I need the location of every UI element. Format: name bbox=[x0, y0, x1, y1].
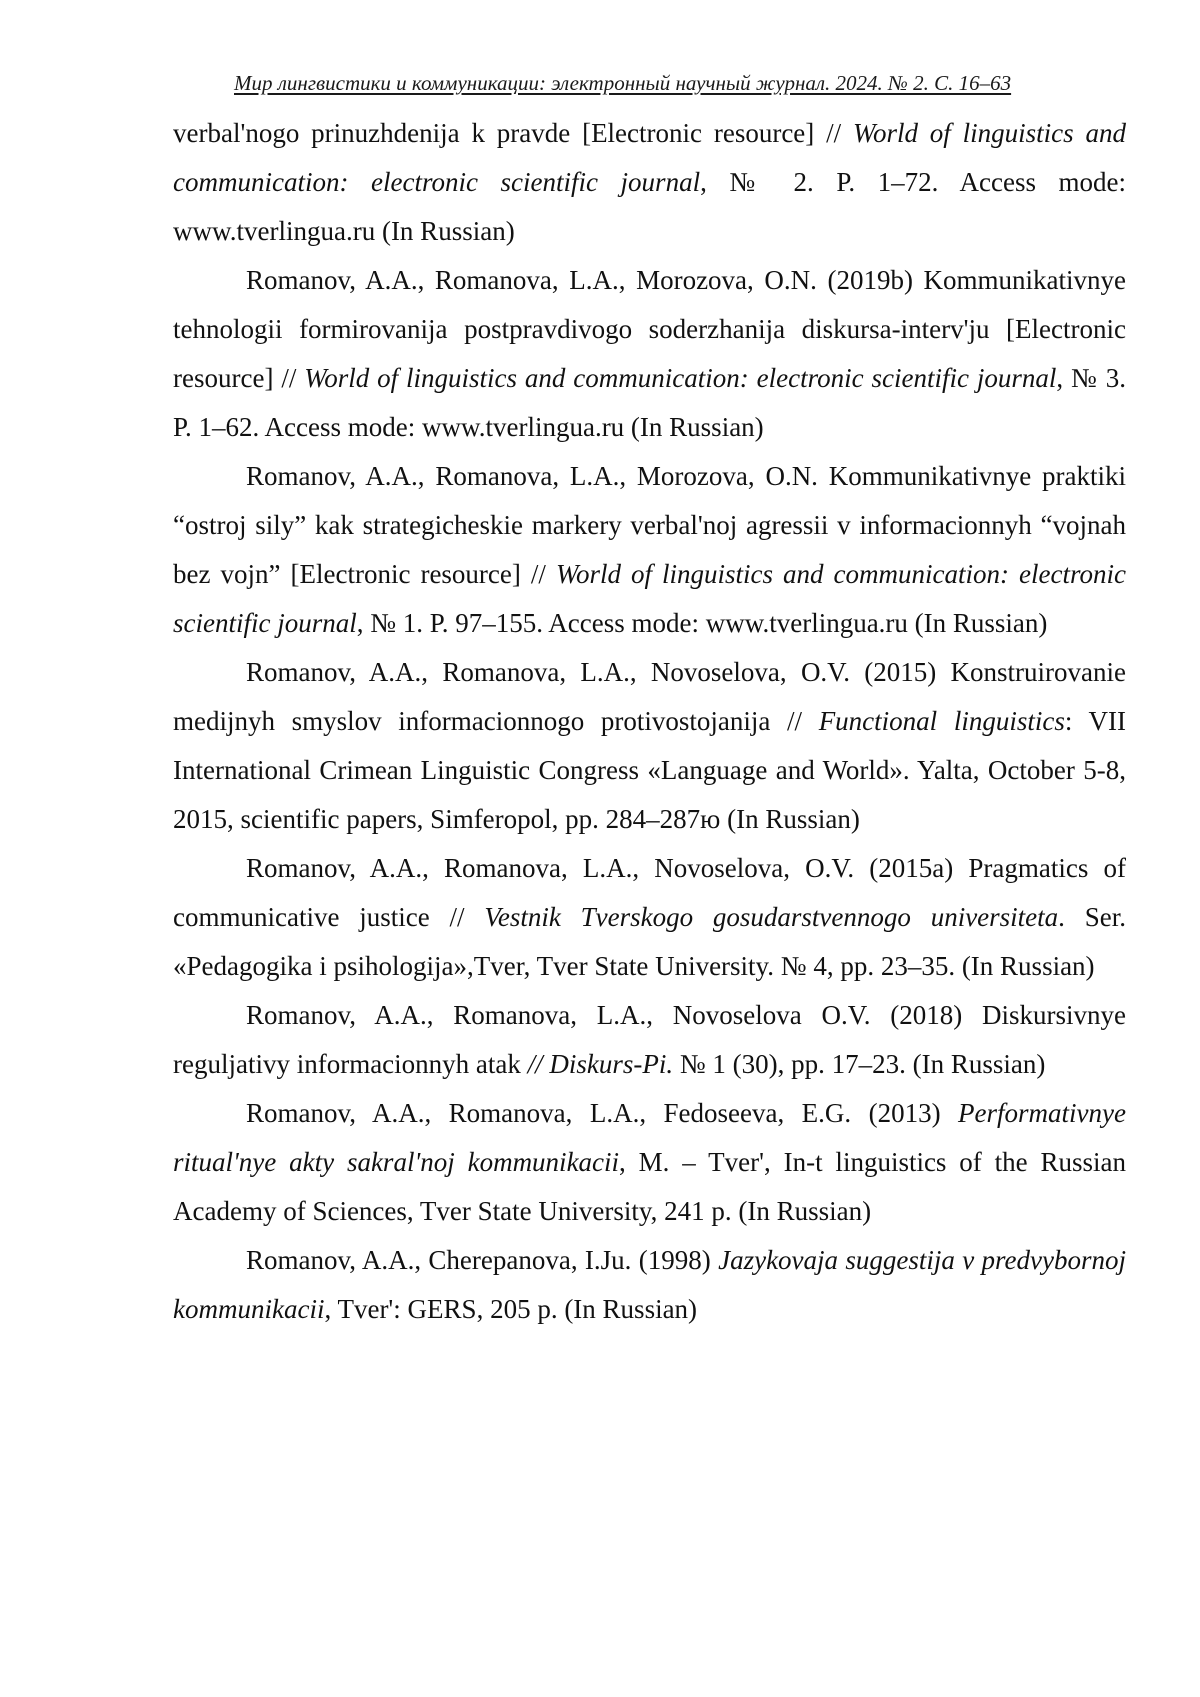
reference-title-italic: Vestnik Tverskogo gosudarstvennogo universiteta bbox=[484, 902, 1059, 932]
reference-title-italic: // Diskurs-Pi. bbox=[527, 1049, 674, 1079]
reference-text: Romanov, A.A., Romanova, L.A., Novoselova, O.V. (2015) Konstruirovanie medijnyh smyslov informacionnogo protivostojanija // bbox=[173, 657, 1126, 736]
reference-text: , № 2. P. 1–72. Access mode: www.tverlingua.ru (In Russian) bbox=[173, 167, 1127, 246]
reference-entry bbox=[173, 1236, 1126, 1334]
reference-title-italic: World of linguistics and communication: electronic scientific journal bbox=[304, 363, 1057, 393]
reference-text: . Ser. «Pedagogika i psihologija»,Tver, Tver State University. № 4, pp. 23–35. (In Russian) bbox=[173, 902, 1126, 981]
reference-title-italic: Performativnye ritual'nye akty sakral'noj kommunikacii bbox=[173, 1098, 1126, 1177]
reference-entry bbox=[173, 844, 1126, 991]
reference-entry bbox=[173, 648, 1126, 844]
reference-entry bbox=[173, 452, 1126, 648]
reference-title-italic: World of linguistics and communication: electronic scientific journal bbox=[173, 118, 1126, 197]
reference-title-italic: Jazykovaja suggestija v predvybornoj kommunikacii bbox=[173, 1245, 1126, 1324]
running-header: Мир лингвистики и коммуникации: электронный научный журнал. 2024. № 2. С. 16–63 bbox=[234, 71, 1012, 95]
reference-text: , Tver': GERS, 205 p. (In Russian) bbox=[324, 1294, 698, 1324]
reference-title-italic: Functional linguistics bbox=[818, 706, 1065, 736]
reference-text: Romanov, A.A., Romanova, L.A., Novoselova O.V. (2018) Diskursivnye reguljativy informacionnyh atak bbox=[173, 1000, 1126, 1079]
reference-text: , M. – Tver', In-t linguistics of the Russian Academy of Sciences, Tver State University, 241 p. (In Russian) bbox=[173, 1147, 1127, 1226]
reference-text: Romanov, A.A., Romanova, L.A., Morozova, O.N. (2019b) Kommunikativnye tehnologii formirovanija postpravdivogo soderzhanija diskursa-interv'ju [Electronic resource] // bbox=[173, 265, 1126, 393]
reference-text: , № 3. P. 1–62. Access mode: www.tverlingua.ru (In Russian) bbox=[173, 363, 1126, 442]
reference-text: : VII International Crimean Linguistic Congress «Language and World». Yalta, October 5-8, 2015, scientific papers, Simferopol, pp. 284–287ю (In Russian) bbox=[173, 706, 1126, 834]
reference-text: Romanov, A.A., Romanova, L.A., Fedoseeva, E.G. (2013) bbox=[246, 1098, 959, 1128]
reference-list bbox=[173, 109, 1126, 1334]
reference-text: Romanov, A.A., Romanova, L.A., Novoselova, O.V. (2015a) Pragmatics of communicative justice // bbox=[173, 853, 1126, 932]
reference-text: , № 1. P. 97–155. Access mode: www.tverlingua.ru (In Russian) bbox=[356, 608, 1048, 638]
reference-text: Romanov, A.A., Romanova, L.A., Morozova, O.N. Kommunikativnye praktiki “ostroj sily” kak strategicheskie markery verbal'noj agressii v informacionnyh “vojnah bez vojn” [Electronic resource] // bbox=[173, 461, 1126, 589]
reference-entry bbox=[173, 256, 1126, 452]
reference-entry bbox=[173, 991, 1126, 1089]
reference-text: verbal'nogo prinuzhdenija k pravde [Electronic resource] // bbox=[173, 118, 853, 148]
reference-text: № 1 (30), pp. 17–23. (In Russian) bbox=[673, 1049, 1046, 1079]
reference-entry bbox=[173, 109, 1126, 256]
reference-text: Romanov, A.A., Cherepanova, I.Ju. (1998) bbox=[246, 1245, 719, 1275]
reference-entry bbox=[173, 1089, 1126, 1236]
reference-title-italic: World of linguistics and communication: electronic scientific journal bbox=[173, 559, 1126, 638]
